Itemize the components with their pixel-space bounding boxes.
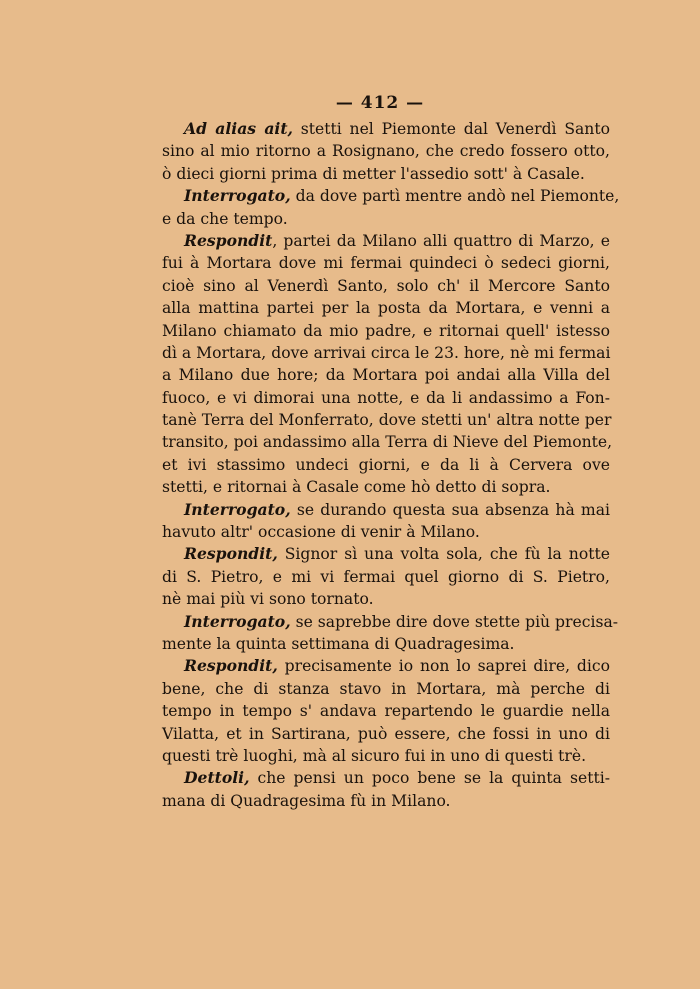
- text-line: havuto altr' occasione di venir à Milano.: [162, 523, 480, 542]
- text-line: cioè sino al Venerdì Santo, solo ch' il Mercore Santo: [162, 276, 610, 295]
- text-line: [162, 767, 610, 789]
- text-line: fui à Mortara dove mi fermai quindeci ò sedeci giorni,: [162, 254, 610, 273]
- line-text: se durando questa sua absenza hà mai: [290, 500, 610, 519]
- line-text: stetti nel Piemonte dal Venerdì Santo: [292, 120, 610, 138]
- speaker-label: Interrogato,: [184, 499, 291, 519]
- text-line: mente la quinta settimana di Quadragesima.: [162, 634, 515, 653]
- line-text: , partei da Milano alli quattro di Marzo, e: [272, 231, 610, 250]
- text-line: stetti, e ritornai à Casale come hò detto di sopra.: [162, 478, 551, 497]
- text-line: Milano chiamato da mio padre, e ritornai quell' istesso: [162, 321, 610, 340]
- speaker-label: Ad alias ait,: [184, 119, 293, 138]
- text-line: [162, 543, 610, 565]
- paragraph: [162, 655, 610, 767]
- text-line: mana di Quadragesima fù in Milano.: [162, 791, 451, 810]
- text-line: questi trè luoghi, mà al sicuro fui in uno di questi trè.: [162, 746, 587, 765]
- paragraph: [162, 611, 619, 656]
- line-text: da dove partì mentre andò nel Piemonte,: [290, 187, 620, 206]
- text-line: transito, poi andassimo alla Terra di Nieve del Piemonte,: [162, 433, 613, 452]
- line-text: che pensi un poco bene se la quinta setti-: [249, 769, 610, 788]
- text-line: nè mai più vi sono tornato.: [162, 590, 374, 609]
- text-line: Vilatta, et in Sartirana, può essere, che fossi in uno di: [162, 724, 610, 743]
- line-text: Signor sì una volta sola, che fù la notte: [277, 545, 610, 564]
- text-line: di S. Pietro, e mi vi fermai quel giorno di S. Pietro,: [162, 567, 610, 586]
- speaker-label: Dettoli,: [184, 768, 250, 788]
- page-number: — 412 —: [335, 93, 425, 113]
- text-line: fuoco, e vi dimorai una notte, e da li andassimo a Fon-: [162, 388, 610, 407]
- text-line: sino al mio ritorno a Rosignano, che credo fossero otto,: [162, 142, 610, 161]
- text-line: tempo in tempo s' andava repartendo le guardie nella: [162, 702, 610, 721]
- paragraph: [162, 499, 610, 544]
- speaker-label: Respondit,: [184, 544, 278, 564]
- text-line: et ivi stassimo undeci giorni, e da li à Cervera ove: [162, 455, 610, 474]
- text-line: e da che tempo.: [162, 209, 288, 228]
- text-line: [162, 185, 620, 207]
- speaker-label: Respondit: [184, 230, 273, 250]
- paragraph: [162, 767, 610, 812]
- paragraph: [162, 543, 610, 610]
- speaker-label: Interrogato,: [184, 186, 291, 206]
- text-line: [162, 230, 610, 252]
- text-line: ò dieci giorni prima di metter l'assedio sott' à Casale.: [162, 164, 585, 183]
- text-line: bene, che di stanza stavo in Mortara, mà perche di: [162, 679, 610, 698]
- speaker-label: Respondit,: [184, 656, 278, 676]
- text-line: alla mattina partei per la posta da Mortara, e venni a: [162, 299, 610, 318]
- line-text: precisamente io non lo saprei dire, dico: [277, 657, 610, 676]
- text-line: dì a Mortara, dove arrivai circa le 23. hore, nè mi fermai: [162, 343, 611, 362]
- line-text: se saprebbe dire dove stette più precisa-: [290, 612, 619, 631]
- body-text: [162, 118, 620, 812]
- text-line: [162, 118, 610, 140]
- text-line: a Milano due hore; da Mortara poi andai alla Villa del: [162, 366, 610, 385]
- paragraph: [162, 118, 610, 185]
- paragraph: [162, 230, 613, 499]
- text-line: tanè Terra del Monferrato, dove stetti un' altra notte per: [162, 411, 612, 430]
- text-line: [162, 611, 619, 633]
- paragraph: [162, 185, 620, 230]
- text-line: [162, 655, 610, 677]
- speaker-label: Interrogato,: [184, 611, 291, 631]
- text-line: [162, 499, 610, 521]
